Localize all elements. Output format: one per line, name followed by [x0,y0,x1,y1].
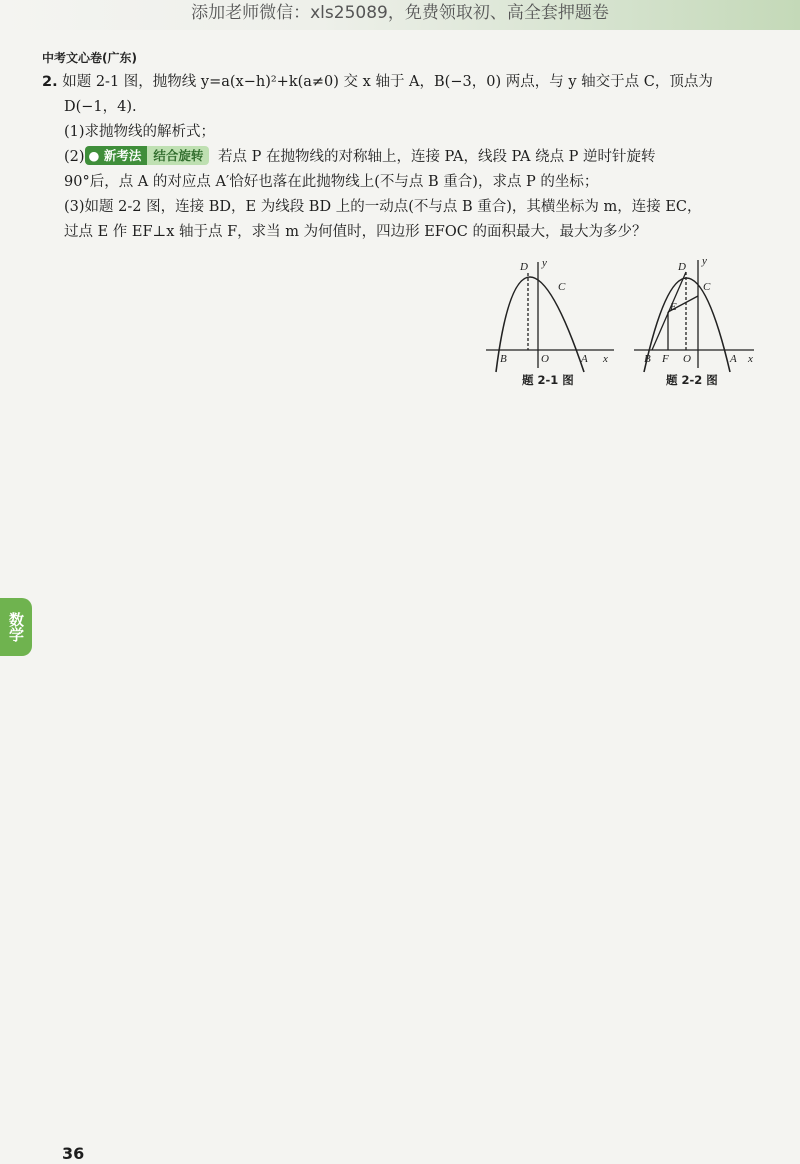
label-D: D [520,261,528,273]
new-method-badge [85,146,148,165]
label-x: x [603,353,608,365]
label-B: B [500,353,507,365]
figure-2-1 [486,257,614,387]
lightbulb-icon: ● [88,148,100,163]
exam-series-tag: 中考文心卷(广东) [42,51,137,65]
new-method-label: 新考法 [103,148,142,163]
problem-block [42,70,762,245]
part-3-line2: 过点 E 作 EF⊥x 轴于点 F，求当 m 为何值时，四边形 EFOC 的面积最大，最大为多少？ [64,224,647,240]
stem-text-2: D(−1，4). [64,99,137,115]
label-D-2: D [678,261,686,273]
label-y-2: y [702,255,707,267]
caption-2-2: 题 2-2 图 [666,373,718,387]
label-A-2: A [730,353,737,365]
problem-stem-line1 [42,70,762,95]
label-E: E [670,301,677,313]
rotation-topic-badge: 结合旋转 [147,146,209,165]
part-2-text1: 若点 P 在抛物线的对称轴上，连接 PA，线段 PA 绕点 P 逆时针旋转 [217,149,656,165]
label-O-2: O [683,353,691,365]
part-1: (1)求抛物线的解析式； [64,124,216,140]
label-C: C [558,281,566,293]
label-O: O [541,353,549,365]
part-3-line1: (3)如题 2-2 图，连接 BD，E 为线段 BD 上的一动点(不与点 B 重合)，其横坐标为 m，连接 EC， [64,199,702,215]
label-A: A [581,353,588,365]
question-number: 2. [42,74,58,90]
parabola [496,277,584,372]
page-number: 36 [62,1144,85,1163]
watermark-banner: 添加老师微信：xls25089，免费领取初、高全套押题卷 [0,0,800,30]
label-x-2: x [748,353,753,365]
part-2-prefix: (2) [64,149,85,165]
stem-text-1: 如题 2-1 图，抛物线 y=a(x−h)²+k(a≠0) 交 x 轴于 A，B(−3，0) 两点，与 y 轴交于点 C，顶点为 [62,74,713,90]
part-2-line1 [42,145,762,170]
subject-side-tab: 数学 [0,598,32,656]
figure-svg [486,250,776,400]
label-F: F [662,353,669,365]
label-B-2: B [644,353,651,365]
label-y: y [542,257,547,269]
label-C-2: C [703,281,711,293]
caption-2-1: 题 2-1 图 [522,373,574,387]
figure-2-2 [634,255,754,387]
figures-area [486,250,776,400]
part-2-text2: 90°后，点 A 的对应点 A′恰好也落在此抛物线上(不与点 B 重合)，求点 P 的坐标； [64,174,599,190]
